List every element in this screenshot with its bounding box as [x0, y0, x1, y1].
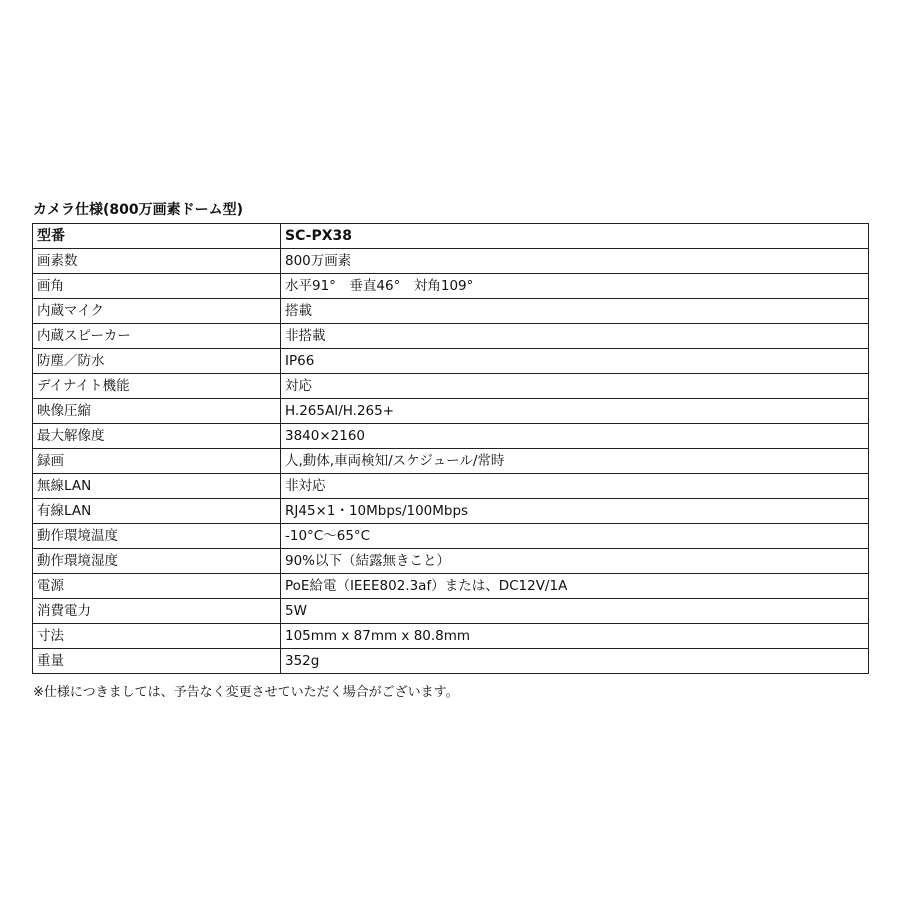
- table-row: [33, 499, 869, 524]
- disclaimer-note: ※仕様につきましては、予告なく変更させていただく場合がございます。: [33, 685, 459, 700]
- table-row: [33, 424, 869, 449]
- row-label: 動作環境湿度: [33, 549, 281, 574]
- row-value: -10°C～65°C: [281, 524, 869, 549]
- row-value: 非搭載: [281, 324, 869, 349]
- table-row: [33, 399, 869, 424]
- row-label: 防塵／防水: [33, 349, 281, 374]
- row-value: 5W: [281, 599, 869, 624]
- table-row: [33, 599, 869, 624]
- table-header-row: [33, 224, 869, 249]
- row-value: 352g: [281, 649, 869, 674]
- table-row: [33, 449, 869, 474]
- table-row: [33, 549, 869, 574]
- row-value: 105mm x 87mm x 80.8mm: [281, 624, 869, 649]
- row-label: 内蔵マイク: [33, 299, 281, 324]
- row-label: 有線LAN: [33, 499, 281, 524]
- row-value: RJ45×1・10Mbps/100Mbps: [281, 499, 869, 524]
- row-label: 最大解像度: [33, 424, 281, 449]
- table-row: [33, 574, 869, 599]
- table-row: [33, 299, 869, 324]
- row-value: 人,動体,車両検知/スケジュール/常時: [281, 449, 869, 474]
- row-label: 画角: [33, 274, 281, 299]
- table-row: [33, 624, 869, 649]
- row-value: 90%以下（結露無きこと）: [281, 549, 869, 574]
- row-label: 画素数: [33, 249, 281, 274]
- table-row: [33, 524, 869, 549]
- header-value: SC-PX38: [281, 224, 869, 249]
- row-label: 無線LAN: [33, 474, 281, 499]
- row-value: PoE給電（IEEE802.3af）または、DC12V/1A: [281, 574, 869, 599]
- table-row: [33, 374, 869, 399]
- table-row: [33, 274, 869, 299]
- row-value: 水平91° 垂直46° 対角109°: [281, 274, 869, 299]
- table-row: [33, 474, 869, 499]
- row-label: デイナイト機能: [33, 374, 281, 399]
- row-value: 非対応: [281, 474, 869, 499]
- table-row: [33, 649, 869, 674]
- row-label: 寸法: [33, 624, 281, 649]
- row-label: 映像圧縮: [33, 399, 281, 424]
- row-label: 消費電力: [33, 599, 281, 624]
- spec-title: カメラ仕様(800万画素ドーム型): [33, 202, 244, 218]
- row-label: 内蔵スピーカー: [33, 324, 281, 349]
- table-row: [33, 324, 869, 349]
- table-row: [33, 349, 869, 374]
- row-label: 動作環境温度: [33, 524, 281, 549]
- row-value: 800万画素: [281, 249, 869, 274]
- header-label: 型番: [33, 224, 281, 249]
- row-value: 3840×2160: [281, 424, 869, 449]
- row-value: 対応: [281, 374, 869, 399]
- row-label: 録画: [33, 449, 281, 474]
- spec-table: [32, 223, 869, 674]
- row-value: 搭載: [281, 299, 869, 324]
- row-value: H.265AI/H.265+: [281, 399, 869, 424]
- row-label: 重量: [33, 649, 281, 674]
- row-value: IP66: [281, 349, 869, 374]
- table-row: [33, 249, 869, 274]
- row-label: 電源: [33, 574, 281, 599]
